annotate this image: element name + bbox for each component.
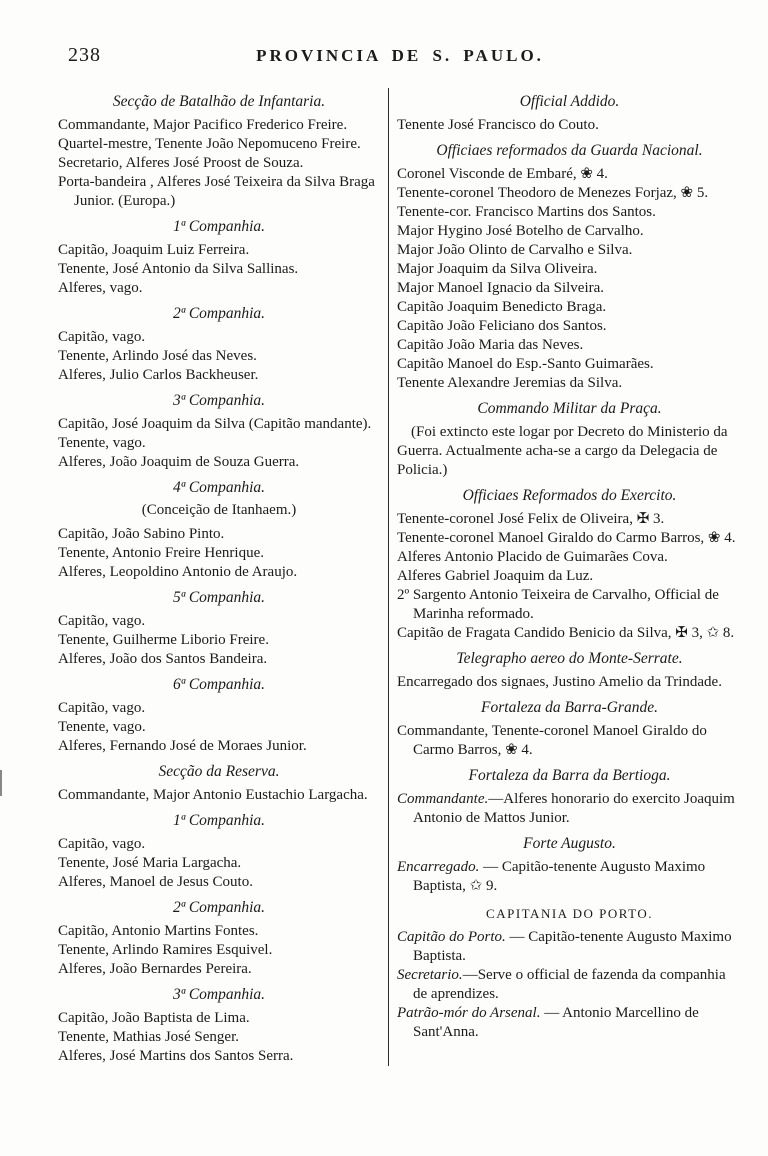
section-heading-smallcaps: CAPITANIA DO PORTO. <box>486 906 653 921</box>
entry-line: Capitão Manoel do Esp.-Santo Guimarães. <box>397 356 654 372</box>
entry-line: Capitão, João Sabino Pinto. <box>58 526 225 542</box>
entry-line <box>397 928 742 966</box>
entry-line: Major Joaquim da Silva Oliveira. <box>397 261 598 277</box>
section-heading: Officiaes reformados da Guarda Nacional. <box>436 142 703 159</box>
entry-line <box>397 966 742 1004</box>
scan-edge-artifact <box>0 770 2 796</box>
entry-line: Tenente, Antonio Freire Henrique. <box>58 545 264 561</box>
entry-line: Alferes, Fernando José de Moraes Junior. <box>58 738 307 754</box>
entry-line: Tenente, vago. <box>58 719 146 735</box>
section-heading: Forte Augusto. <box>523 835 616 852</box>
entry-line: Capitão João Feliciano dos Santos. <box>397 318 607 334</box>
entry-line: Tenente, Arlindo José das Neves. <box>58 348 257 364</box>
entry-line: Tenente-coronel José Felix de Oliveira, ✠ 3. <box>397 511 665 527</box>
entry-line: Alferes, Julio Carlos Backheuser. <box>58 367 259 383</box>
entry-line: Tenente, José Maria Largacha. <box>58 855 242 871</box>
section-heading: Secção de Batalhão de Infantaria. <box>112 93 326 110</box>
page-number: 238 <box>68 44 101 66</box>
section-heading: 3ª Companhia. <box>172 392 266 409</box>
entry-line: Commandante, Tenente-coronel Manoel Giraldo do Carmo Barros, ❀ 4. <box>397 723 707 758</box>
entry-line: Alferes, Leopoldino Antonio de Araujo. <box>58 564 298 580</box>
entry-line: Alferes, vago. <box>58 280 143 296</box>
entry-lead-italic: Encarregado. <box>397 859 480 875</box>
entry-line: Coronel Visconde de Embaré, ❀ 4. <box>397 166 608 182</box>
entry-line: Tenente-cor. Francisco Martins dos Santos. <box>397 204 656 220</box>
entry-line: Tenente, Mathias José Senger. <box>58 1029 239 1045</box>
entry-line: Capitão João Maria das Neves. <box>397 337 584 353</box>
entry-lead-italic: Secretario. <box>397 967 463 983</box>
entry-lead-italic: Capitão do Porto. <box>397 929 506 945</box>
entry-line: Secretario, Alferes José Proost de Souza. <box>58 155 304 171</box>
column-divider <box>388 88 389 1066</box>
section-heading: Fortaleza da Barra da Bertioga. <box>468 767 671 784</box>
entry-rest: — Capitão-tenente Augusto Maximo Baptista, ✩ 9. <box>413 859 706 894</box>
entry-lead-italic: Patrão-mór do Arsenal. <box>397 1005 541 1021</box>
entry-line: Alferes, João Joaquim de Souza Guerra. <box>58 454 300 470</box>
entry-line: Tenente, Guilherme Liborio Freire. <box>58 632 269 648</box>
entry-line: Major Hygino José Botelho de Carvalho. <box>397 223 644 239</box>
entry-line: Capitão, Antonio Martins Fontes. <box>58 923 259 939</box>
entry-line: Capitão Joaquim Benedicto Braga. <box>397 299 607 315</box>
left-column <box>58 86 380 1066</box>
page-title: PROVINCIA DE S. PAULO. <box>256 46 544 65</box>
entry-lead-italic: Commandante. <box>397 791 489 807</box>
section-heading: Telegrapho aereo do Monte-Serrate. <box>456 650 683 667</box>
note-paragraph: (Foi extincto este logar por Decreto do Ministerio da Guerra. Actualmente acha-se a cargo da Delegacia de Policia.) <box>397 424 728 478</box>
entry-line: Tenente, Arlindo Ramires Esquivel. <box>58 942 273 958</box>
entry-line: Alferes, João Bernardes Pereira. <box>58 961 252 977</box>
section-heading: Officiaes Reformados do Exercito. <box>462 487 677 504</box>
section-heading: 4ª Companhia. <box>172 479 266 496</box>
entry-rest: — Capitão-tenente Augusto Maximo Baptista. <box>413 929 732 964</box>
entry-line: Commandante, Major Pacifico Frederico Freire. <box>58 117 348 133</box>
page-header <box>58 40 742 74</box>
entry-line: Quartel-mestre, Tenente João Nepomuceno Freire. <box>58 136 361 152</box>
entry-line: Tenente Alexandre Jeremias da Silva. <box>397 375 623 391</box>
centered-subheading: (Conceição de Itanhaem.) <box>141 502 297 518</box>
entry-line: Tenente, vago. <box>58 435 146 451</box>
entry-line: Porta-bandeira , Alferes José Teixeira da Silva Braga Junior. (Europa.) <box>58 174 375 209</box>
entry-line: Capitão, vago. <box>58 613 146 629</box>
section-heading: 2ª Companhia. <box>172 305 266 322</box>
entry-line: 2º Sargento Antonio Teixeira de Carvalho, Official de Marinha reformado. <box>397 587 719 622</box>
entry-line: Tenente-coronel Manoel Giraldo do Carmo Barros, ❀ 4. <box>397 530 736 546</box>
section-heading: 1ª Companhia. <box>172 812 266 829</box>
section-heading: 2ª Companhia. <box>172 899 266 916</box>
entry-line: Major João Olinto de Carvalho e Silva. <box>397 242 633 258</box>
entry-line: Capitão de Fragata Candido Benicio da Silva, ✠ 3, ✩ 8. <box>397 625 735 641</box>
right-column <box>397 86 742 1066</box>
section-heading: 5ª Companhia. <box>172 589 266 606</box>
section-heading: Secção da Reserva. <box>158 763 280 780</box>
entry-line: Capitão, João Baptista de Lima. <box>58 1010 250 1026</box>
entry-line: Capitão, José Joaquim da Silva (Capitão mandante). <box>58 416 372 432</box>
entry-line <box>397 790 742 828</box>
entry-rest: —Serve o official de fazenda da companhia de aprendizes. <box>413 967 726 1002</box>
section-heading: Official Addido. <box>519 93 620 110</box>
section-heading: 3ª Companhia. <box>172 986 266 1003</box>
entry-line: Alferes Antonio Placido de Guimarães Cova. <box>397 549 668 565</box>
entry-line: Capitão, vago. <box>58 836 146 852</box>
content-columns <box>58 86 742 1066</box>
entry-line: Alferes, Manoel de Jesus Couto. <box>58 874 253 890</box>
entry-rest: —Alferes honorario do exercito Joaquim Antonio de Mattos Junior. <box>413 791 735 826</box>
entry-line: Tenente, José Antonio da Silva Sallinas. <box>58 261 299 277</box>
entry-line: Capitão, vago. <box>58 700 146 716</box>
section-heading: 6ª Companhia. <box>172 676 266 693</box>
section-heading: Commando Militar da Praça. <box>477 400 662 417</box>
entry-rest: — Antonio Marcellino de Sant'Anna. <box>413 1005 699 1040</box>
section-heading: Fortaleza da Barra-Grande. <box>481 699 658 716</box>
entry-line <box>397 1004 742 1042</box>
entry-line: Tenente-coronel Theodoro de Menezes Forjaz, ❀ 5. <box>397 185 709 201</box>
entry-line: Alferes, João dos Santos Bandeira. <box>58 651 268 667</box>
entry-line: Alferes, José Martins dos Santos Serra. <box>58 1048 294 1064</box>
section-heading: 1ª Companhia. <box>172 218 266 235</box>
entry-line: Tenente José Francisco do Couto. <box>397 117 599 133</box>
entry-line: Capitão, vago. <box>58 329 146 345</box>
entry-line: Alferes Gabriel Joaquim da Luz. <box>397 568 594 584</box>
entry-line <box>397 858 742 896</box>
entry-line: Commandante, Major Antonio Eustachio Largacha. <box>58 787 368 803</box>
entry-line: Major Manoel Ignacio da Silveira. <box>397 280 605 296</box>
entry-line: Capitão, Joaquim Luiz Ferreira. <box>58 242 250 258</box>
entry-line: Encarregado dos signaes, Justino Amelio da Trindade. <box>397 674 722 690</box>
